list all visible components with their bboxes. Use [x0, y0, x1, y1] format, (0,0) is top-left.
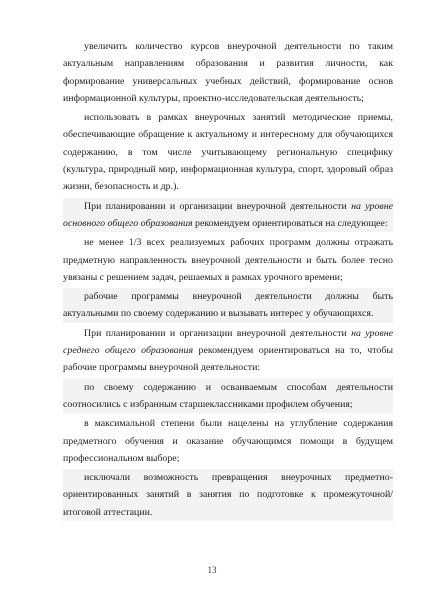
paragraph-4: не менее 1/3 всех реализуемых рабочих программ должны отражать предметную направленность внеурочной деятельности и быть более тесно увязаны с решением задач, решаемых в рамках урочного времени;: [63, 237, 393, 283]
emphasis-basic-level: на уровне основного общего образования: [63, 200, 393, 229]
paragraph-7: по своему содержанию и осваиваемым способам деятельности соотносились с избранным старшеклассниками профилем обучения;: [63, 379, 393, 414]
document-body: [63, 38, 393, 521]
paragraph-3: При планировании и организации внеурочной деятельности на уровне основного общего образования рекомендуем ориентироваться на следующее:: [63, 198, 393, 233]
paragraph-2: использовать в рамках внеурочных занятий методические приемы, обеспечивающие обращение к актуальному и интересному для обучающихся содержанию, в том числе учитывающему региональную специфику (культура, природный мир, информационная культура, спорт, здоровый образ жизни, безопасность и др.).: [63, 112, 393, 193]
paragraph-5: рабочие программы внеурочной деятельности должны быть актуальными по своему содержанию и вызывать интерес у обучающихся.: [63, 288, 393, 323]
paragraph-8: в максимальной степени были нацелены на углубление содержания предметного обучения и оказание обучающимся помощи в будущем профессиональном выборе;: [63, 418, 393, 464]
paragraph-1: увеличить количество курсов внеурочной деятельности по таким актуальным направлениям образования и развития личности, как формирование универсальных учебных действий, формирование основ информационной культуры, проектно-исследовательская деятельность;: [63, 41, 393, 104]
paragraph-6: При планировании и организации внеурочной деятельности на уровне среднего общего образования рекомендуем ориентироваться на то, чтобы рабочие программы внеурочной деятельности:: [63, 327, 393, 374]
paragraph-9: исключали возможность превращения внеурочных предметно-ориентированных занятий в занятия по подготовке к промежуточной/итоговой аттестации.: [63, 469, 393, 521]
emphasis-secondary-level: на уровне среднего общего образования: [63, 327, 393, 357]
page-number: 13: [207, 565, 217, 575]
